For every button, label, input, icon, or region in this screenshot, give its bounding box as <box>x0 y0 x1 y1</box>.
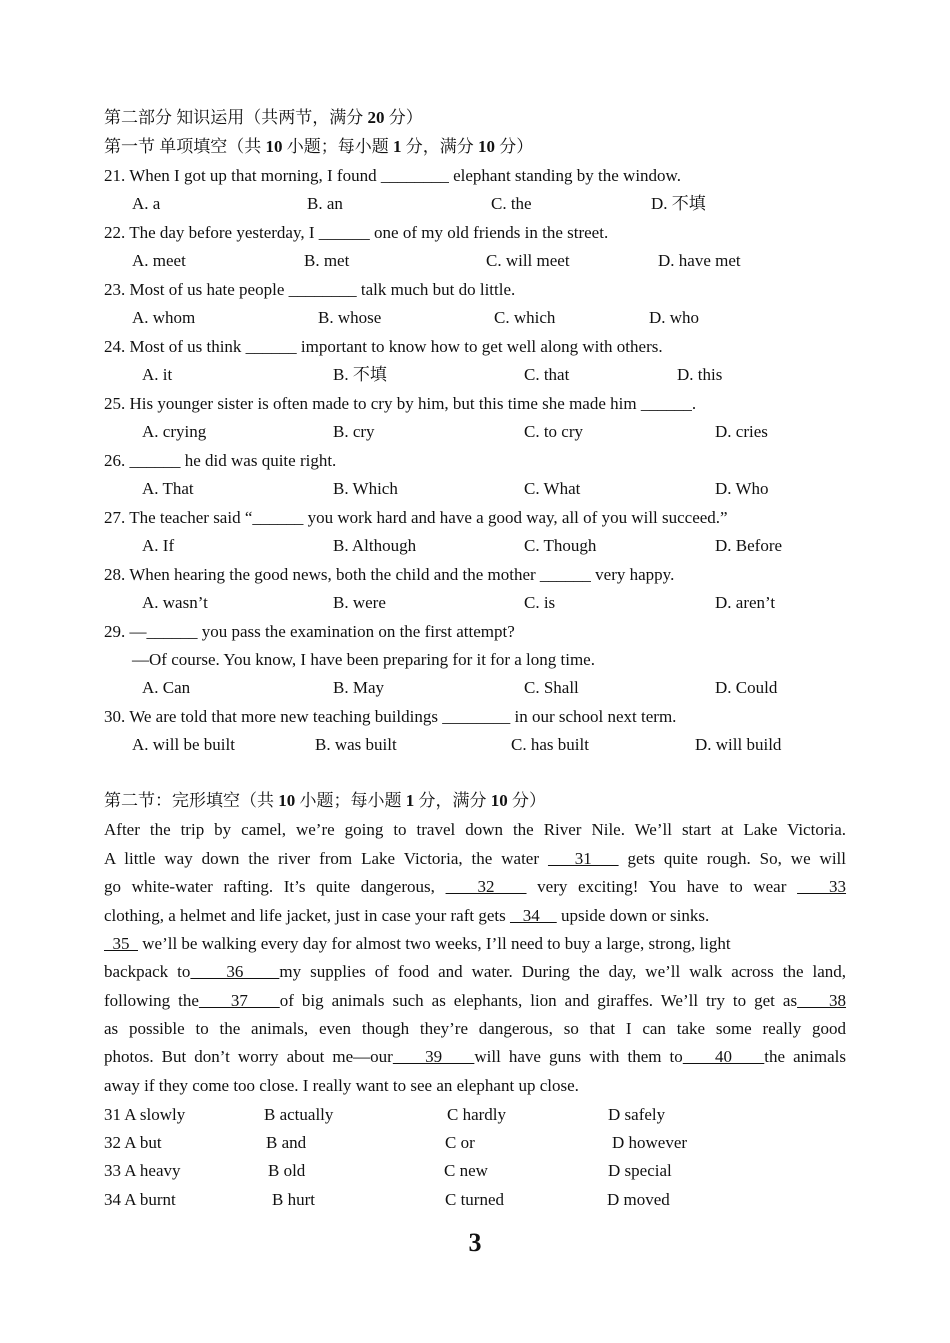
question-30-stem: 30. We are told that more new teaching buildings ________ in our school next term. <box>104 707 677 726</box>
q34-option-c: C turned <box>445 1190 505 1209</box>
q26-option-b: B. Which <box>333 479 398 498</box>
question-26-stem: 26. ______ he did was quite right. <box>104 451 337 470</box>
passage-line-3: go white-water rafting. It’s quite dangerous, 32 very exciting! You have to wear 33 <box>104 877 847 896</box>
passage-line-2: A little way down the river from Lake Victoria, the water 31 gets quite rough. So, we will <box>104 849 847 868</box>
question-25-stem: 25. His younger sister is often made to cry by him, but this time she made him ______. <box>104 394 697 413</box>
q22-option-c: C. will meet <box>486 251 570 270</box>
q22-option-a: A. meet <box>132 251 186 270</box>
passage-line-10: away if they come too close. I really want to see an elephant up close. <box>104 1076 579 1095</box>
blank-40: 40 <box>682 1047 765 1066</box>
q30-option-b: B. was built <box>315 735 397 754</box>
passage-line-6: backpack to 36 my supplies of food and water. During the day, we’ll walk across the land, <box>104 962 847 981</box>
q30-option-d: D. will build <box>695 735 782 754</box>
blank-33: 33 <box>797 877 847 896</box>
q23-option-b: B. whose <box>318 308 382 327</box>
q31-option-d: D safely <box>608 1105 666 1124</box>
q21-option-c: C. the <box>491 194 532 213</box>
q21-option-b: B. an <box>307 194 343 213</box>
q27-option-c: C. Though <box>524 536 597 555</box>
q26-option-a: A. That <box>142 479 194 498</box>
passage-line-7: following the 37 of big animals such as elephants, lion and giraffes. We’ll try to get as 38 <box>104 991 847 1010</box>
blank-34: 34 <box>509 906 557 925</box>
q29-option-c: C. Shall <box>524 678 579 697</box>
question-24-stem: 24. Most of us think ______ important to know how to get well along with others. <box>104 337 663 356</box>
question-29-reply: —Of course. You know, I have been preparing for it for a long time. <box>132 650 595 669</box>
passage-line-4: clothing, a helmet and life jacket, just in case your raft gets 34 upside down or sinks. <box>104 906 710 925</box>
q28-option-d: D. aren’t <box>715 593 776 612</box>
blank-35: 35 <box>104 934 138 953</box>
question-29-stem: 29. —______ you pass the examination on the first attempt? <box>104 622 515 641</box>
q32-option-d: D however <box>612 1133 688 1152</box>
passage-line-1: After the trip by camel, we’re going to travel down the River Nile. We’ll start at Lake Victoria. <box>104 820 846 839</box>
blank-31: 31 <box>547 849 619 868</box>
q24-option-c: C. that <box>524 365 570 384</box>
blank-38: 38 <box>797 991 847 1010</box>
q32-option-b: B and <box>266 1133 307 1152</box>
q34-option-d: D moved <box>607 1190 670 1209</box>
q22-option-d: D. have met <box>658 251 741 270</box>
blank-37: 37 <box>198 991 280 1010</box>
q21-option-d: D. 不填 <box>651 194 706 213</box>
passage-line-8: as possible to the animals, even though they’re dangerous, so that I can take some really good <box>104 1019 846 1038</box>
q25-option-a: A. crying <box>142 422 207 441</box>
q34-option-a: 34 A burnt <box>104 1190 176 1209</box>
question-22-stem: 22. The day before yesterday, I ______ one of my old friends in the street. <box>104 223 609 242</box>
page-number: 3 <box>468 1228 482 1257</box>
blank-32: 32 <box>445 877 527 896</box>
q22-option-b: B. met <box>304 251 350 270</box>
q31-option-c: C hardly <box>447 1105 507 1124</box>
q23-option-c: C. which <box>494 308 556 327</box>
q28-option-a: A. wasn’t <box>142 593 208 612</box>
q28-option-b: B. were <box>333 593 386 612</box>
q24-option-b: B. 不填 <box>333 365 387 384</box>
q27-option-a: A. If <box>142 536 175 555</box>
question-28-stem: 28. When hearing the good news, both the child and the mother ______ very happy. <box>104 565 675 584</box>
part-heading: 第二部分 知识运用（共两节，满分 20 分） <box>104 108 423 127</box>
q23-option-d: D. who <box>649 308 700 327</box>
q23-option-a: A. whom <box>132 308 196 327</box>
question-21-stem: 21. When I got up that morning, I found ________ elephant standing by the window. <box>104 166 681 185</box>
q29-option-b: B. May <box>333 678 384 697</box>
question-27-stem: 27. The teacher said “______ you work hard and have a good way, all of you will succeed.” <box>104 508 728 527</box>
blank-36: 36 <box>190 962 280 981</box>
q32-option-a: 32 A but <box>104 1133 162 1152</box>
passage-line-9: photos. But don’t worry about me—our 39 will have guns with them to 40 the animals <box>104 1047 847 1066</box>
section1-heading: 第一节 单项填空（共 10 小题；每小题 1 分，满分 10 分） <box>104 137 534 156</box>
q29-option-a: A. Can <box>142 678 191 697</box>
q27-option-b: B. Although <box>333 536 417 555</box>
q24-option-d: D. this <box>677 365 723 384</box>
q33-option-a: 33 A heavy <box>104 1161 181 1180</box>
q31-option-a: 31 A slowly <box>104 1105 186 1124</box>
q32-option-c: C or <box>445 1133 475 1152</box>
q30-option-c: C. has built <box>511 735 589 754</box>
q31-option-b: B actually <box>264 1105 334 1124</box>
q25-option-d: D. cries <box>715 422 768 441</box>
q25-option-c: C. to cry <box>524 422 584 441</box>
q33-option-b: B old <box>268 1161 306 1180</box>
q27-option-d: D. Before <box>715 536 783 555</box>
q33-option-d: D special <box>608 1161 672 1180</box>
q26-option-c: C. What <box>524 479 581 498</box>
q25-option-b: B. cry <box>333 422 375 441</box>
q33-option-c: C new <box>444 1161 488 1180</box>
q34-option-b: B hurt <box>272 1190 315 1209</box>
q28-option-c: C. is <box>524 593 556 612</box>
q21-option-a: A. a <box>132 194 161 213</box>
q24-option-a: A. it <box>142 365 173 384</box>
q26-option-d: D. Who <box>715 479 769 498</box>
q30-option-a: A. will be built <box>132 735 235 754</box>
question-23-stem: 23. Most of us hate people ________ talk much but do little. <box>104 280 516 299</box>
q29-option-d: D. Could <box>715 678 778 697</box>
passage-line-5: 35 we’ll be walking every day for almost two weeks, I’ll need to buy a large, strong, light <box>104 934 731 953</box>
section2-heading: 第二节：完形填空（共 10 小题；每小题 1 分，满分 10 分） <box>104 791 546 810</box>
blank-39: 39 <box>392 1047 475 1066</box>
